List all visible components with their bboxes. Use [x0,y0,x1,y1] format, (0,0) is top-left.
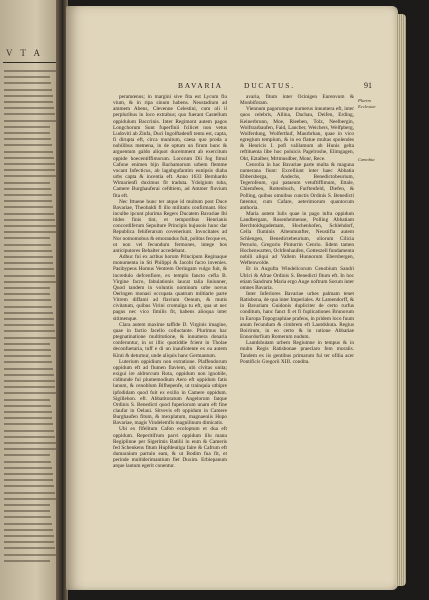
left-page-text-line [4,448,56,450]
left-page-text-line [4,213,54,215]
left-page-text-line [4,126,50,128]
left-page-text-line [4,504,50,506]
left-page-text-line [4,368,53,370]
paragraph: Maria autem Iulis quae in pago infra oppidum Landbergam, Rosenheimense, Polling Abbatiam Berchtoldsgademam, Hochenhofen, Schlehdorf, Cella fluminis Altenmunfter, Neustifia autem Schlengen, Benedictebeurium, oliorum Cilicia Pernolo, Gregorio Pinturrin Cenrio. Iidem tamen Hochenwarten, Ochfenhaufen, Gotteszell fundamenta nobili aliqui ad Vallem Hunnorum Ebersbergen, Weftenwolde. [240,210,354,267]
left-page-edge [0,0,60,600]
left-page-text-line [4,138,51,140]
left-page-text-line [4,89,52,91]
left-page-text-line [4,262,53,264]
left-page-text-line [4,95,53,97]
left-page-text-line [4,374,54,376]
left-page-text-line [4,560,50,562]
paragraph: Adhuc fui ex actbus horum Principum Reginaque monumenta in Sti Philippi & Jacobi facro invenies. Pasibypeus Homus Ventrem Oeringam vulgo fuit, & incredulo defcenfiore, ex templo fancto cefla B. Virgine facro, fabulationis laucat talia liniunner, Quod tandem in voluntis nominum urbe novus Oeringen monasi occupata quatrum miltiarie parte Vitrem diffami ad flavium Oenum, & mutis civitatum, quibus Virini cromulga tu eft, qua ut nec pagus nec vico fimilis fit, habens alioqua inter sitimenque. [113,254,227,322]
left-page-text-line [4,163,55,165]
left-page-text-line [4,144,52,146]
left-page-text-line [4,461,51,463]
left-page-text-line [4,256,53,258]
left-page-text-line [4,200,52,202]
left-page-text-line [4,498,56,500]
left-page-text-line [4,244,51,246]
left-page-text-line [4,206,53,208]
running-head-right: DUCATUS. [244,81,295,90]
left-page-text-line [4,231,56,233]
left-page-text-line [4,120,56,122]
left-page-text-line [4,107,54,109]
left-page-text-line [4,101,53,103]
left-page-text-line [4,467,52,469]
left-page-text-line [4,411,52,413]
left-page-text-line [4,70,56,72]
left-page-text-line [4,237,50,239]
left-page-text-line [4,225,56,227]
text-column-right [240,94,354,570]
paragraph: Clara autem maxime taffide D. Virginis imagine, quae in factio facello colluctante. Plurimus hac ptegnatinatione multitutione, & innumera donaria conferuntur, in ut illic quotiddie fcient in Tholae deconfuetaria, tuff e di un inaufiotente ex ea autem Kinti & deturnur, unde aliquis hanc Germantum. [113,321,227,359]
left-page-text-line [4,442,56,444]
left-page-text-line [4,479,53,481]
left-page-text-line [4,82,51,84]
left-page-text-line [4,250,52,252]
left-page-text-line [4,219,55,221]
left-page-text-line [4,157,54,159]
left-page-text-line [4,423,53,425]
left-page-text-line [4,287,50,289]
left-page-text-line [4,151,53,153]
left-page-text-line [4,182,50,184]
left-page-text-line [4,268,54,270]
left-page-text-line [4,175,56,177]
paragraph: peramœnus; in margini sive fita est Lycum flu vium, & in ripa sinum habens. Neustadium ad ammem Abens, Clevenne Celestini, cum oli il perpluribus in loco extrabus; quo fuerant Castellum oppidulum Baccrinis. Inter Regimont autem pagos Longchorum Sunt fuperfinii fcilicet non vetus Ludoviti ab Zinfa, Duci Ingolftadenfi tentu est, capta, fi dirupta eft, circa munitum, caesa quo proda a nobilibus memena, in de optum un firum hunc & arguentum galdo aliquot ducemment ab exercitum oppide hoecentiffimorum. Lororum Dii fog fimul Cafone enimen bijn Bachamorum urbem flemme vocant Infecticus, ab lagubgufantim eunipsis diaba urbs capta & incentia eft. Anno 1633 Bernhardo Wimarienfi duximus fit traduta. Ydolgium tuba, Camere Burghauferai cefdtiem, ad Ammer fluvium fita eft. [113,94,227,199]
left-page-text-line [4,343,50,345]
left-page-text-line [4,492,55,494]
left-page-text-line [4,405,51,407]
paragraph: Lautdshutam urbem Regiumne in tempus & in multu Regis Ratisbonae praeclaro fem moralis. Tandem ex iis gentibus primarum fui ter ofilia acer Pontificis Gregorii XIII. condita. [240,340,354,365]
right-page [66,6,398,590]
left-page-header: V T A [6,48,44,58]
paragraph: Cenrolia in hac Bavariae parte multa & maguna numerana fiunt: Excelliunt inter haec Abbatia Ebbersberga, Andechs, Benedictobeurium, Tegernfeum, qui pataeum vetuftiffimum, Ettale, Chiemfeeo, Rottenbuch, Furftenfeld, Diefen, & Polling, quibus omnibus cunctis Ordinis S. Benedicti fatentur, cum Cafare, aeterimorum quantocum anthoria. [240,161,354,211]
left-page-text-line [4,306,52,308]
left-page-text-line [4,430,54,432]
left-page-text-line [4,399,50,401]
left-page-text-line [4,554,56,556]
left-page-text-line [4,386,55,388]
left-page-text-line [4,194,52,196]
left-page-text-line [4,330,55,332]
left-page-text-line [4,318,54,320]
running-head-left: BAVARIA [178,81,223,90]
page-number: 91 [364,81,372,90]
paragraph: Luterium oppidium non extratione. Plaffendorum oppidum eft ad flumen flaviem, ubi civitas unita; exigui ire aldrorcum Rota, oppidum non ignobile, ciditunde fui plumemodium Aero eft oppidum fatis lunum, & cenoblum Bifhepenfe, ut trainquia utbipre ipfodidam quod fuit ex exillo in Camere oppidum. Sigillehon. eft. Abbatitoratum Angelorum fatque Ordinis S. Benedicti quod fuperiorum unam eft fine claufar in Oelani. Sitvevis eft oppidum in Camere Burghaufen fitum, & mexplatum, magnaeniis Hupo Bavariae, magis Vindelemfis magnilinum dimicatis. [113,358,227,427]
left-page-text-line [4,337,56,339]
page-block-edge [396,14,406,586]
left-page-text-line [4,312,53,314]
left-page-text-line [4,417,52,419]
left-page-text-line [4,523,52,525]
margin-note: Cænobia [358,157,375,162]
left-page-text-line [4,454,50,456]
left-page-text-line [4,299,51,301]
paragraph: avaria, fitum inter Ocinigen Eurenvum & Monbiforam. [240,94,354,107]
margin-note: Plurim Ecclesiae [358,98,376,109]
left-page-text-line [4,132,50,134]
left-page-text-line [4,324,54,326]
left-page-text-line [4,529,53,531]
left-page-text-line [4,485,54,487]
left-page-text-line [4,380,55,382]
left-page-text-line [4,113,55,115]
paragraph: Nec Ittuene hunc ter atque id multum post Duce Bavariae, Theobaldi fl illo militatis confirmant. Hoc inculbe ipcunt plurima Regers Ducatem Bavariae Ibi itides finis tint, et temporibus Henrianis concordiferum Sepulture Principis hujusois hunc dar Republica fehiferarum coveneriunt. Invocitates ad Nor nomomobus & emorandus fuit, politus fecque es, ut non vel fecundum fermones, intege hos anticiputores Behalter accedebant. [113,198,227,254]
left-page-text-line [4,535,54,537]
paragraph: Et in Augufta Windelicorum Cenobium Sandri Ulrici & Afrae Ordinis S. Benedicti fitum eft. In hoc etiam Sandrum Maria ergo Auge noftram Sorum inter omnes Bavaria. [240,266,354,291]
running-head [66,81,398,93]
left-page-text-line [4,436,55,438]
left-page-text-line [4,281,56,283]
left-page-text-line [4,547,55,549]
left-page-text-line [4,188,51,190]
paragraph: Viennum pagorumque numerus innumera eft, inter quos celebris, Allina, Dachau, Deifen, Erding, Keinerbrunn, Moe, Rieeben, Tolz, Neelbergin, Wolfsrarbaufen, Faid, Lancber, Weichers, Welfpberg, Wolferdung, Wolferthuf, Maurbrhan, quae in vico egregium templum, & in eo flatue multas spolendes & Henricis I. pofi valilamum ab Hunis gelta reftituenta libe hoc poluicis Pagelroshe, Elimgagen, Okt, Eztalber, Mrtmusdber, Monr, Rece. [240,106,354,162]
left-page-text-line [4,275,55,277]
left-page-text-line [4,510,50,512]
left-page-text-line [4,293,50,295]
left-page-text-line [4,392,56,394]
left-page-text-line [4,473,53,475]
left-page-text-line [4,361,52,363]
left-page-text-line [4,349,51,351]
left-page-text-line [4,541,54,543]
left-page-text-line [4,355,51,357]
left-page-text-line [4,516,51,518]
paragraph: Inter Inferiores Bavariae urbes palmam tenet Ratisbona, de qua inter Imperiales. At Lamendorff, & in Bavariam Guidonis dupliciter de certo rurfus conditum, hanc fanct fi et fi fuplicationes Brunorum in Europa Topographiae prafens, in pridem loco fuum anum fecundum & cimbrem eft Lautdshuta. Regius Boirirum, in eo certo & in ratione Abbatiae Ennordorfium Romerum nudum. [240,291,354,341]
left-page-text-line [4,76,50,78]
paragraph: Ubi ex fifelitum Cafon ecoloptum et dua eft oppidum. Reperitifrum parvi oppidum illu manu Regiplinne per Sigerimis Batilii in eum & Cameris fed Schenkens fitum Hupfdeutiga faire & Cafrum eft dumaraium partuin eam, & ut Bodim fua fit, et perinde multiderimantium fiet Duxim. Erbiepanum atque lautum egerit conentur. [113,426,227,470]
left-page-text-line [4,169,55,171]
text-column-left [113,94,227,570]
left-page-rule [3,62,57,63]
